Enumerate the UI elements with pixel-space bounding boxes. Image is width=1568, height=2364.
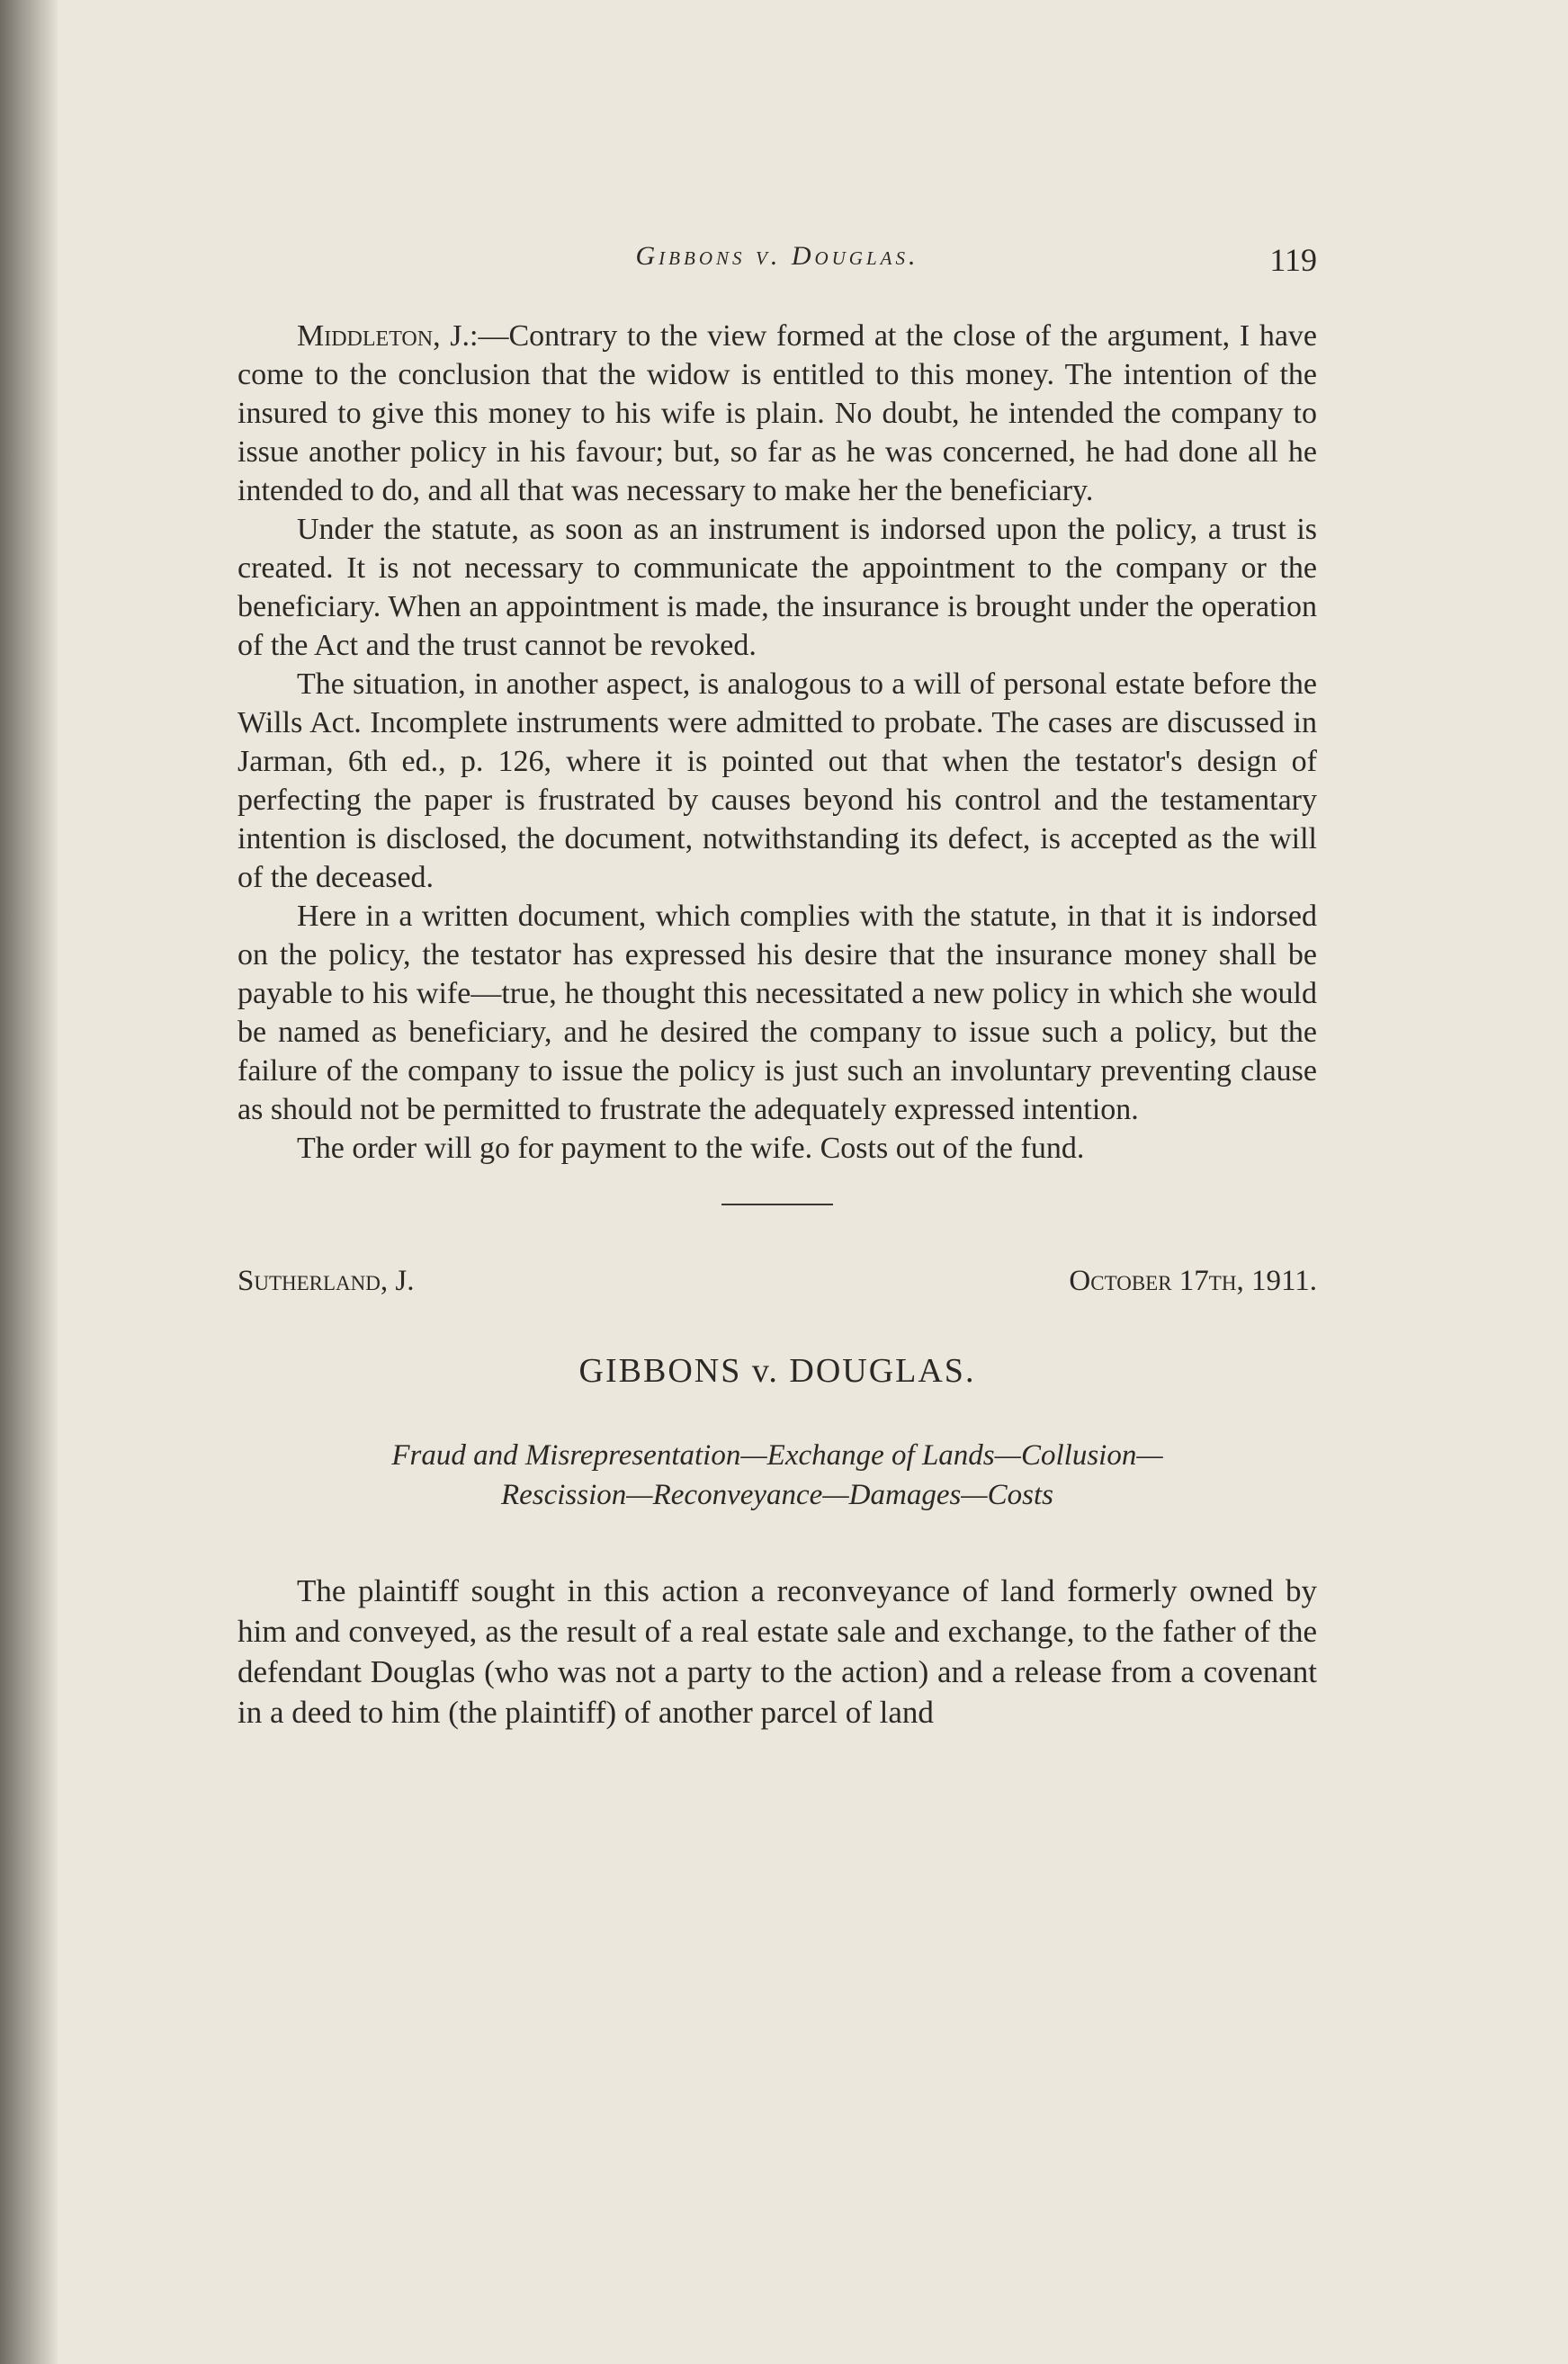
book-binding-shadow: [0, 0, 58, 2364]
judgment-paragraph: Under the statute, as soon as an instrument is indorsed upon the policy, a trust is created. It is not necessary to communicate the appointment to the company or the beneficiary. When an appointment is made, the insurance is brought under the operation of the Act and the trust cannot be revoked.: [237, 513, 1317, 662]
judgment-text: [237, 317, 1317, 1168]
case-summary: The plaintiff sought in this action a reconveyance of land formerly owned by him and conveyed, as the result of a real estate sale and exchange, to the father of the defendant Douglas (who was not a party to the action) and a release from a covenant in a deed to him (the plaintiff) of another parcel of land: [237, 1573, 1317, 1730]
running-head: [237, 236, 1317, 290]
next-case-judge: Sutherland, J.: [237, 1265, 415, 1297]
judgment-paragraph: The order will go for payment to the wife. Costs out of the fund.: [297, 1132, 1085, 1165]
next-case-date: October 17th, 1911.: [1069, 1265, 1317, 1297]
headnote-line: Rescission—Reconveyance—Damages—Costs: [500, 1479, 1054, 1511]
case-title: GIBBONS v. DOUGLAS.: [578, 1352, 976, 1390]
headnote: [237, 1436, 1317, 1515]
opening-text: :—Contrary to the view formed at the close of the argument, I have come to the conclusion that the widow is entitled to this money. The intention of the insured to give this money to his wife is plain. No doubt, he intended the company to issue another policy in his favour; but, so far as he was concerned, he had done all he intended to do, and all that was necessary to make her the beneficiary.: [237, 319, 1318, 507]
page-number: 119: [1269, 242, 1317, 278]
case-meta-line: [237, 1265, 1317, 1304]
document-page: [237, 236, 1317, 1733]
running-title: Gibbons v. Douglas.: [635, 241, 919, 271]
judgment-paragraph: The situation, in another aspect, is analogous to a will of personal estate before the Wills Act. Incomplete instruments were admitted to probate. The cases are discussed in Jarman, 6th ed., p. 126, where it is pointed out that when the testator's design of perfecting the paper is frustrated by causes beyond his control and the testamentary intention is disclosed, the document, notwithstanding its defect, is accepted as the will of the deceased.: [237, 667, 1317, 894]
section-divider: [721, 1204, 833, 1205]
judgment-paragraph: Here in a written document, which complies with the statute, in that it is indorsed on the policy, the testator has expressed his desire that the insurance money shall be payable to his wife—true, he thought this necessitated a new policy in which she would be named as beneficiary, and he desired the company to issue such a policy, but the failure of the company to issue the policy is just such an involuntary preventing clause as should not be permitted to frustrate the adequately expressed intention.: [237, 900, 1317, 1126]
judgment-opening-paragraph: [237, 317, 1317, 510]
headnote-line: Fraud and Misrepresentation—Exchange of Lands—Collusion—: [391, 1439, 1163, 1472]
judge-name: Middleton, J.: [297, 319, 470, 353]
